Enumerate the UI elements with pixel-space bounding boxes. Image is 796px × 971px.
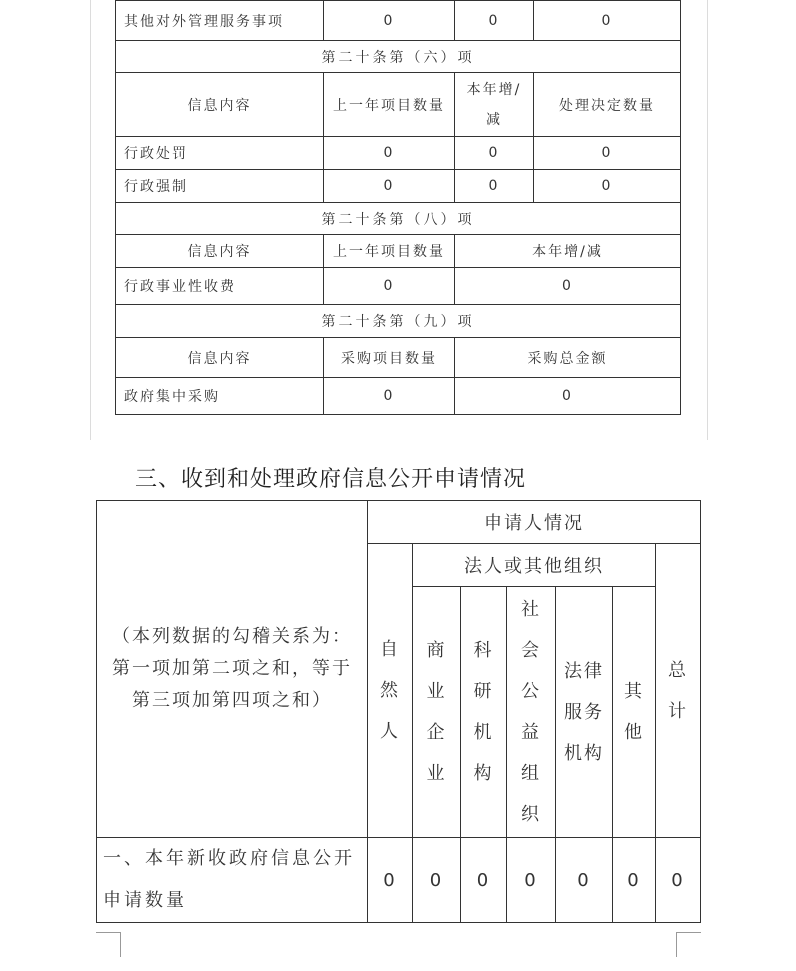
value-cell: 0 — [455, 170, 534, 203]
col-char: 构 — [473, 763, 494, 784]
table-row — [116, 170, 681, 203]
header-row — [116, 73, 681, 137]
section-row — [116, 41, 681, 73]
value-cell: 0 — [324, 1, 455, 41]
col-other — [613, 587, 656, 838]
col-char: 然 — [380, 680, 400, 701]
header-cell: 处理决定数量 — [534, 73, 681, 137]
col-char: 组 — [521, 763, 541, 784]
table-row — [116, 378, 681, 415]
table-row — [116, 268, 681, 305]
row-label: 行政事业性收费 — [116, 268, 324, 305]
row-label: 行政强制 — [116, 170, 324, 203]
header-cell: 信息内容 — [116, 73, 324, 137]
table-row — [97, 838, 701, 923]
value-cell: 0 — [455, 1, 534, 41]
application-table — [96, 500, 701, 923]
col-char: 益 — [521, 722, 541, 743]
col-char: 公 — [521, 681, 541, 702]
page-corner-mark — [96, 932, 121, 957]
col-char: 会 — [521, 640, 541, 661]
value-cell: 0 — [324, 170, 455, 203]
page-edge-left — [90, 0, 91, 440]
section-title: 第二十条第（八）项 — [116, 203, 681, 235]
col-char: 服务 — [564, 701, 604, 723]
col-research — [461, 587, 507, 838]
value-cell: 0 — [461, 838, 507, 923]
col-char: 机构 — [564, 742, 604, 764]
header-row — [116, 235, 681, 268]
col-char: 人 — [380, 721, 400, 742]
row-label: 其他对外管理服务事项 — [116, 1, 324, 41]
header-cell-line: 减 — [486, 111, 502, 128]
value-cell: 0 — [613, 838, 656, 923]
value-cell: 0 — [455, 268, 681, 305]
page-edge-right — [707, 0, 708, 440]
row-label-line: 申请数量 — [103, 890, 187, 911]
col-legal-service — [556, 587, 613, 838]
header-cell: 上一年项目数量 — [324, 235, 455, 268]
header-row — [97, 501, 701, 544]
applicant-header: 申请人情况 — [368, 501, 701, 544]
col-char: 机 — [473, 722, 494, 743]
col-business — [413, 587, 461, 838]
section-row — [116, 203, 681, 235]
col-char: 业 — [426, 763, 447, 784]
header-cell — [455, 73, 534, 137]
header-cell: 本年增/减 — [455, 235, 681, 268]
description-line: 第一项加第二项之和，等于 — [112, 658, 352, 679]
value-cell: 0 — [324, 137, 455, 170]
col-char: 科 — [473, 640, 494, 661]
description-line: 第三项加第四项之和） — [132, 690, 332, 711]
col-char: 计 — [668, 700, 689, 722]
section-heading: 三、收到和处理政府信息公开申请情况 — [135, 467, 527, 492]
section-title: 第二十条第（九）项 — [116, 305, 681, 338]
description-cell — [97, 501, 368, 838]
col-natural-person — [368, 544, 413, 838]
section-title: 第二十条第（六）项 — [116, 41, 681, 73]
col-char: 总 — [668, 659, 689, 681]
row-label — [97, 838, 368, 923]
col-char: 其 — [624, 681, 644, 702]
legal-entity-header: 法人或其他组织 — [413, 544, 656, 587]
value-cell: 0 — [556, 838, 613, 923]
value-cell: 0 — [413, 838, 461, 923]
col-char: 研 — [473, 681, 494, 702]
value-cell: 0 — [324, 378, 455, 415]
description-line: （本列数据的勾稽关系为： — [112, 626, 352, 647]
section-row — [116, 305, 681, 338]
row-label-line: 一、本年新收政府信息公开 — [103, 848, 355, 869]
col-char: 业 — [426, 681, 447, 702]
col-char: 社 — [521, 599, 541, 620]
table-row — [116, 137, 681, 170]
header-cell: 上一年项目数量 — [324, 73, 455, 137]
value-cell: 0 — [324, 268, 455, 305]
value-cell: 0 — [507, 838, 556, 923]
header-cell: 信息内容 — [116, 235, 324, 268]
row-label: 行政处罚 — [116, 137, 324, 170]
page-corner-mark — [676, 932, 701, 957]
value-cell: 0 — [455, 378, 681, 415]
value-cell: 0 — [534, 137, 681, 170]
col-char: 商 — [426, 640, 447, 661]
header-cell-line: 本年增/ — [466, 81, 522, 98]
value-cell: 0 — [534, 170, 681, 203]
value-cell: 0 — [656, 838, 701, 923]
value-cell: 0 — [534, 1, 681, 41]
col-char: 法律 — [564, 660, 604, 682]
table-row — [116, 1, 681, 41]
header-cell: 信息内容 — [116, 338, 324, 378]
col-char: 他 — [624, 722, 644, 743]
value-cell: 0 — [455, 137, 534, 170]
upper-disclosure-table — [115, 0, 681, 415]
col-char: 织 — [521, 804, 541, 825]
col-public-welfare — [507, 587, 556, 838]
row-label: 政府集中采购 — [116, 378, 324, 415]
value-cell: 0 — [368, 838, 413, 923]
col-char: 企 — [426, 722, 447, 743]
col-total — [656, 544, 701, 838]
col-char: 自 — [380, 639, 400, 660]
header-row — [116, 338, 681, 378]
header-cell: 采购项目数量 — [324, 338, 455, 378]
header-cell: 采购总金额 — [455, 338, 681, 378]
